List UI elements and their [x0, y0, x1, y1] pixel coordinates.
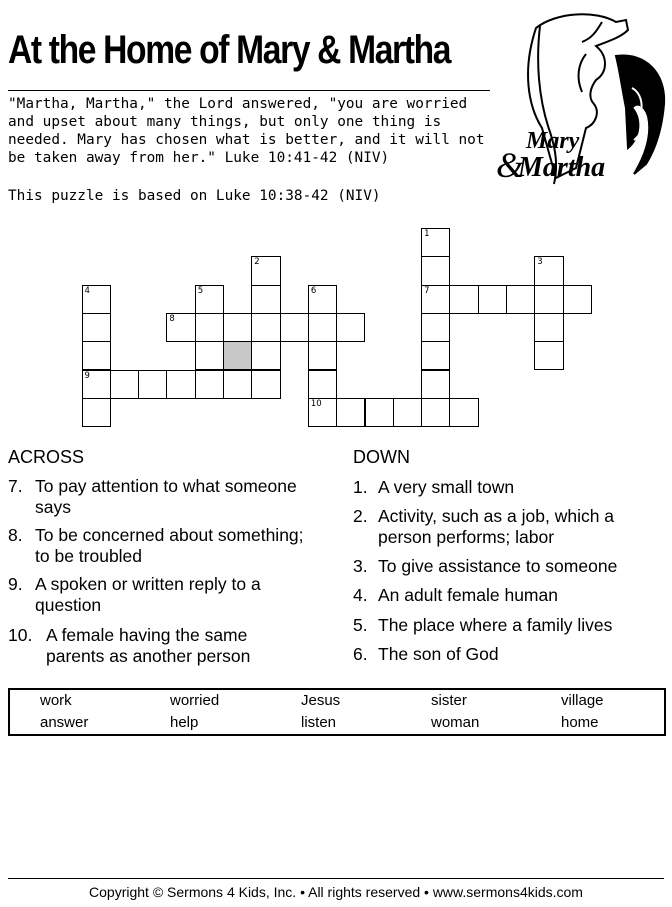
- clue-number: 7: [424, 285, 430, 296]
- clue-text: To pay attention to what someone says: [35, 476, 297, 517]
- word-bank-item: worried: [170, 692, 220, 709]
- puzzle-basis: This puzzle is based on Luke 10:38-42 (NIV): [8, 188, 381, 204]
- crossword-cell[interactable]: [449, 285, 478, 314]
- logo-ampersand: &: [496, 145, 525, 185]
- title-divider: [8, 90, 490, 91]
- word-bank-item: answer: [40, 714, 89, 731]
- clue-text: The son of God: [378, 644, 499, 664]
- clue-number: 10.: [8, 625, 33, 645]
- crossword-cell[interactable]: [365, 398, 394, 427]
- footer-divider: [8, 878, 664, 879]
- crossword-cell-shaded: [223, 341, 252, 370]
- crossword-cell[interactable]: [308, 341, 337, 370]
- clue-number: 7.: [8, 476, 23, 496]
- word-bank: [8, 688, 666, 736]
- scripture-quote: "Martha, Martha," the Lord answered, "you are worried and upset about many things, but only one thing is needed. Mary has chosen what is better, and it will not be taken away from her." Luke 10:41-42 (NIV): [8, 96, 485, 166]
- crossword-cell[interactable]: [534, 285, 563, 314]
- logo-mary: Mary: [526, 128, 580, 154]
- logo-martha: Martha: [518, 152, 606, 183]
- clue-number: 1.: [353, 477, 368, 497]
- crossword-cell[interactable]: [82, 313, 111, 342]
- crossword-cell[interactable]: [82, 398, 111, 427]
- crossword-cell[interactable]: [82, 285, 111, 314]
- crossword-cell[interactable]: [534, 341, 563, 370]
- crossword-cell[interactable]: [534, 313, 563, 342]
- crossword-cell[interactable]: [82, 370, 111, 399]
- crossword-cell[interactable]: [421, 228, 450, 257]
- crossword-cell[interactable]: [195, 341, 224, 370]
- clue-text: The place where a family lives: [378, 615, 613, 635]
- clue-number: 4: [84, 285, 90, 296]
- clue-number: 2: [254, 257, 260, 268]
- clue-number: 3: [537, 257, 543, 268]
- clue-number: 10: [310, 398, 322, 409]
- crossword-cell[interactable]: [110, 370, 139, 399]
- clue-number: 1: [424, 229, 430, 239]
- word-bank-item: sister: [431, 692, 467, 709]
- crossword-cell[interactable]: [223, 313, 252, 342]
- word-bank-item: work: [40, 692, 72, 709]
- crossword-cell[interactable]: [421, 370, 450, 399]
- clue-number: 2.: [353, 506, 368, 526]
- clue-number: 9.: [8, 574, 23, 594]
- crossword-cell[interactable]: [195, 370, 224, 399]
- crossword-cell[interactable]: [308, 370, 337, 399]
- word-bank-item: home: [561, 714, 599, 731]
- clue-number: 3.: [353, 556, 368, 576]
- crossword-cell[interactable]: [166, 370, 195, 399]
- clue-number: 9: [84, 370, 90, 381]
- clue-number: 8: [169, 313, 175, 324]
- clue-text: A very small town: [378, 477, 515, 497]
- crossword-cell[interactable]: [421, 256, 450, 285]
- crossword-cell[interactable]: [251, 285, 280, 314]
- clue-number: 8.: [8, 525, 23, 545]
- crossword-cell[interactable]: [308, 398, 337, 427]
- crossword-cell[interactable]: [166, 313, 195, 342]
- crossword-cell[interactable]: [393, 398, 422, 427]
- word-bank-item: help: [170, 714, 199, 731]
- clue-number: 4.: [353, 585, 368, 605]
- clue-text: Activity, such as a job, which a person performs; labor: [378, 506, 615, 547]
- crossword-cell[interactable]: [251, 256, 280, 285]
- clue-number: 5.: [353, 615, 368, 635]
- crossword-cell[interactable]: [308, 313, 337, 342]
- across-heading: ACROSS: [8, 447, 85, 467]
- crossword-cell[interactable]: [251, 341, 280, 370]
- word-bank-item: woman: [431, 714, 480, 731]
- clue-text: To be concerned about something; to be troubled: [35, 525, 304, 566]
- crossword-cell[interactable]: [138, 370, 167, 399]
- clue-text: A spoken or written reply to a question: [35, 574, 261, 615]
- clue-text: An adult female human: [378, 585, 558, 605]
- crossword-cell[interactable]: [421, 398, 450, 427]
- crossword-cell[interactable]: [506, 285, 535, 314]
- crossword-cell[interactable]: [336, 398, 365, 427]
- copyright: Copyright © Sermons 4 Kids, Inc. • All rights reserved • www.sermons4kids.com: [89, 884, 583, 900]
- crossword-cell[interactable]: [421, 313, 450, 342]
- crossword-cell[interactable]: [195, 285, 224, 314]
- clue-text: A female having the same parents as another person: [46, 625, 251, 666]
- page-title: At the Home of Mary & Martha: [8, 28, 451, 72]
- crossword-cell[interactable]: [449, 398, 478, 427]
- crossword-cell[interactable]: [336, 313, 365, 342]
- crossword-cell[interactable]: [308, 285, 337, 314]
- crossword-cell[interactable]: [563, 285, 592, 314]
- clue-number: 6: [310, 285, 317, 296]
- crossword-cell[interactable]: [223, 370, 252, 399]
- crossword-cell[interactable]: [280, 313, 309, 342]
- word-bank-item: listen: [301, 714, 337, 731]
- crossword-cell[interactable]: [421, 341, 450, 370]
- crossword-cell[interactable]: [82, 341, 111, 370]
- down-heading: DOWN: [353, 447, 410, 467]
- clue-number: 6.: [353, 644, 368, 664]
- word-bank-item: village: [561, 692, 604, 709]
- word-bank-item: Jesus: [301, 692, 341, 709]
- clue-number: 5: [197, 285, 204, 296]
- crossword-cell[interactable]: [478, 285, 507, 314]
- crossword-cell[interactable]: [195, 313, 224, 342]
- crossword-cell[interactable]: [534, 256, 563, 285]
- crossword-cell[interactable]: [251, 313, 280, 342]
- clue-text: To give assistance to someone: [378, 556, 618, 576]
- mary-martha-logo: [496, 8, 668, 190]
- crossword-cell[interactable]: [251, 370, 280, 399]
- crossword-cell[interactable]: [421, 285, 450, 314]
